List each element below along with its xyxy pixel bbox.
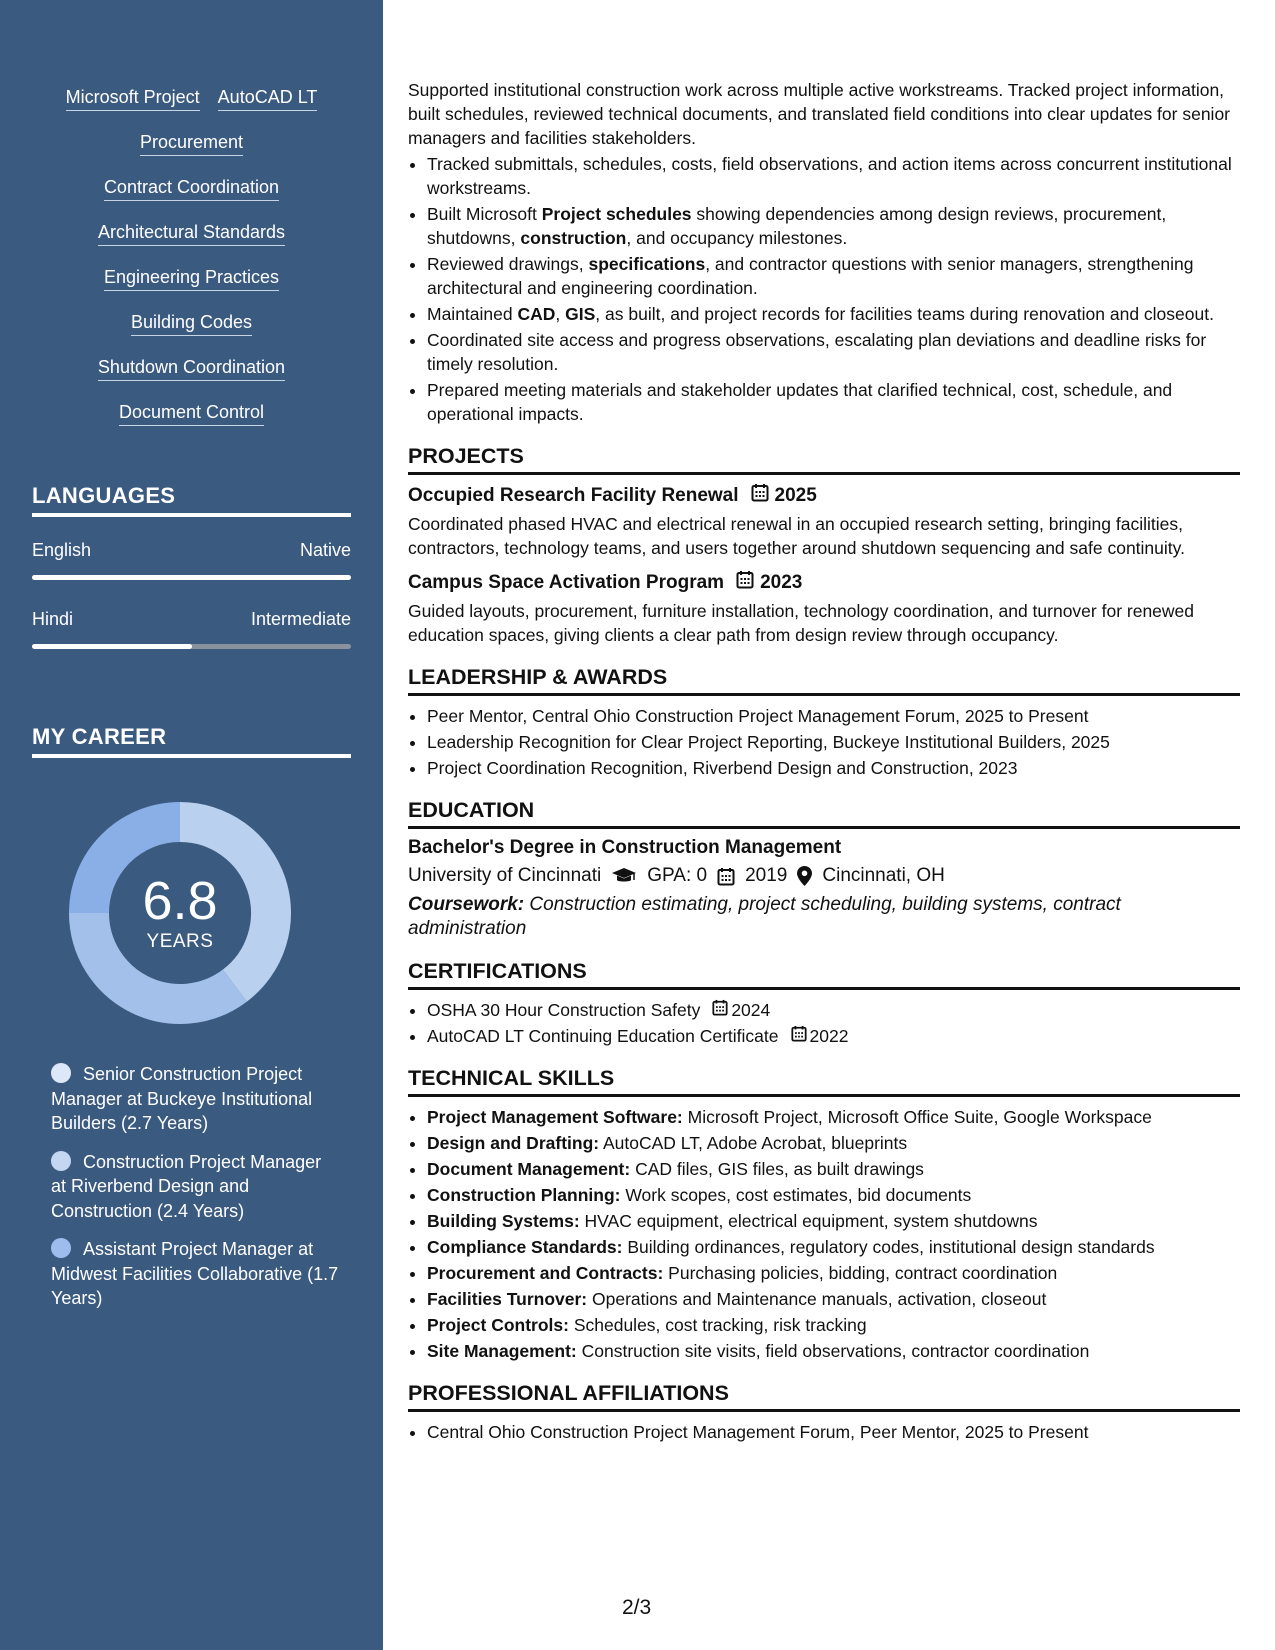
calendar-icon: [717, 867, 735, 886]
technical-skill-item: [427, 1105, 1240, 1129]
language-name: English: [32, 540, 92, 560]
career-donut: [67, 800, 293, 1026]
project-title-row: [408, 483, 1240, 508]
calendar-icon: [791, 1024, 807, 1048]
project: [408, 570, 1240, 647]
career-unit: YEARS: [146, 931, 214, 952]
education-location: Cincinnati, OH: [822, 865, 945, 886]
calendar-icon: [736, 570, 754, 595]
technical-skill-item: [427, 1209, 1240, 1233]
skill-value: Schedules, cost tracking, risk tracking: [568, 1315, 867, 1335]
language-hindi: [32, 609, 351, 649]
skill-tag: Document Control: [119, 401, 264, 426]
education-school: University of Cincinnati: [408, 865, 602, 886]
project-title: Occupied Research Facility Renewal: [408, 484, 739, 506]
skill-value: Microsoft Project, Microsoft Office Suite, Google Workspace: [682, 1107, 1152, 1127]
skill-label: Design and Drafting:: [427, 1133, 600, 1153]
technical-skill-item: [427, 1157, 1240, 1181]
main-content: [408, 78, 1240, 1446]
language-name: Hindi: [32, 609, 74, 629]
project-desc: Guided layouts, procurement, furniture installation, technology coordination, and turnover for renewed education spaces, giving clients a clear path from design review through occupancy.: [408, 601, 1195, 645]
skill-row: [20, 266, 363, 311]
calendar-icon: [751, 483, 769, 508]
skill-value: Purchasing policies, bidding, contract coordination: [663, 1263, 1058, 1283]
bullet-text: Reviewed drawings,: [427, 254, 589, 274]
technical-skills-heading: TECHNICAL SKILLS: [408, 1066, 1240, 1097]
bullet-bold: CAD: [517, 304, 556, 324]
leadership-item: • Peer Mentor, Central Ohio Construction Project Management Forum, 2025 to Present: [427, 704, 1240, 728]
skill-value: CAD files, GIS files, as built drawings: [630, 1159, 924, 1179]
language-level: Native: [299, 540, 351, 560]
career-dot: [51, 1063, 71, 1083]
certification-year: 2022: [809, 1026, 849, 1046]
project-year: 2025: [774, 484, 817, 506]
bullet-bold: Project schedules: [541, 204, 692, 224]
map-pin-icon: [797, 866, 812, 886]
education-year: 2019: [745, 865, 788, 886]
summary: Supported institutional construction work across multiple active workstreams. Tracked project information, built schedules, reviewed technical documents, and translated field conditions into clear updates for senior managers and facilities stakeholders.: [408, 80, 1231, 148]
education-degree: Bachelor's Degree in Construction Management: [408, 837, 842, 858]
bullet-text: , as built, and project records for facilities teams during renovation and closeout.: [595, 304, 1214, 324]
bullet-text: Maintained: [427, 304, 518, 324]
technical-skills-list: [408, 1105, 1240, 1363]
skill-value: Construction site visits, field observations, contractor coordination: [576, 1341, 1090, 1361]
project: [408, 483, 1240, 560]
leadership-heading: LEADERSHIP & AWARDS: [408, 665, 1240, 696]
bullet-text: Built Microsoft: [427, 204, 542, 224]
education-coursework: [408, 893, 1240, 941]
calendar-icon: [712, 998, 728, 1022]
bullet: [427, 202, 1240, 250]
bullet-bold: construction: [520, 228, 627, 248]
projects-heading: PROJECTS: [408, 444, 1240, 475]
skill-label: Building Systems:: [427, 1211, 580, 1231]
language-bar: [32, 644, 351, 649]
leadership-list: [408, 704, 1240, 780]
skill-row: [20, 356, 363, 401]
technical-skill-item: [427, 1183, 1240, 1207]
skill-value: AutoCAD LT, Adobe Acrobat, blueprints: [599, 1133, 908, 1153]
bullet: [427, 152, 1240, 200]
skill-label: Compliance Standards:: [427, 1237, 623, 1257]
skill-tag: Procurement: [140, 131, 243, 156]
language-bar-fill: [32, 575, 351, 580]
bullet-text: , and contractor questions with senior managers, strengthening architectural and engineering coordination.: [427, 254, 1194, 298]
bullet-bold: specifications: [588, 254, 706, 274]
skill-tag: Architectural Standards: [98, 221, 285, 246]
skill-value: Work scopes, cost estimates, bid documents: [620, 1185, 972, 1205]
skills-list: [20, 86, 363, 446]
technical-skill-item: [427, 1313, 1240, 1337]
bullet: [427, 252, 1240, 300]
skill-tag: Engineering Practices: [104, 266, 279, 291]
skill-label: Site Management:: [427, 1341, 577, 1361]
technical-skill-item: [427, 1261, 1240, 1285]
project-title-row: [408, 570, 1240, 595]
certification-year: 2024: [731, 1000, 771, 1020]
career-dot: [51, 1238, 71, 1258]
bullet: [427, 328, 1240, 376]
career-item: [51, 1237, 341, 1311]
career-heading: MY CAREER: [32, 724, 351, 758]
career-item: [51, 1062, 341, 1136]
experience-bullets: [408, 152, 1240, 426]
technical-skill-item: [427, 1235, 1240, 1259]
coursework-text: Construction estimating, project scheduling, building systems, contract administration: [408, 894, 1121, 939]
project-year: 2023: [760, 571, 803, 593]
skill-value: Building ordinances, regulatory codes, institutional design standards: [622, 1237, 1155, 1257]
career-item: [51, 1150, 341, 1224]
technical-skill-item: [427, 1131, 1240, 1155]
leadership-item: • Leadership Recognition for Clear Project Reporting, Buckeye Institutional Builders, 2025: [427, 730, 1240, 754]
language-level: Intermediate: [250, 609, 351, 629]
career-dot: [51, 1151, 71, 1171]
skill-label: Project Management Software:: [427, 1107, 683, 1127]
affiliations-list: [408, 1420, 1240, 1444]
education-gpa: GPA: 0: [647, 865, 708, 886]
career-text: Senior Construction Project Manager at Buckeye Institutional Builders (2.7 Years): [51, 1064, 313, 1133]
career-text: Construction Project Manager at Riverbend Design and Construction (2.4 Years): [51, 1151, 322, 1221]
languages-heading: LANGUAGES: [32, 483, 351, 517]
technical-skill-item: [427, 1287, 1240, 1311]
skill-label: Project Controls:: [427, 1315, 569, 1335]
career-total: 6.8: [142, 871, 218, 931]
skill-row: [20, 401, 363, 446]
skill-label: Facilities Turnover:: [427, 1289, 588, 1309]
bullet-bold: GIS: [565, 304, 596, 324]
skill-row: [20, 311, 363, 356]
skill-label: Procurement and Contracts:: [427, 1263, 664, 1283]
language-bar: [32, 575, 351, 580]
coursework-label: Coursework:: [408, 894, 525, 915]
skill-tag: Microsoft Project: [66, 86, 200, 111]
language-bar-fill: [32, 644, 192, 649]
certification-name: • OSHA 30 Hour Construction Safety: [427, 1000, 701, 1020]
career-text: Assistant Project Manager at Midwest Facilities Collaborative (1.7 Years): [51, 1239, 339, 1308]
project-title: Campus Space Activation Program: [408, 571, 725, 593]
bullet-text: ,: [555, 304, 566, 324]
bullet-text: showing dependencies among design reviews, procurement, shutdowns,: [427, 204, 1167, 248]
skill-row: [20, 86, 363, 131]
skill-tag: Shutdown Coordination: [98, 356, 285, 381]
donut-center: [67, 800, 293, 1026]
leadership-item: • Project Coordination Recognition, Riverbend Design and Construction, 2023: [427, 756, 1240, 780]
skill-label: Document Management:: [427, 1159, 631, 1179]
skill-value: HVAC equipment, electrical equipment, system shutdowns: [579, 1211, 1038, 1231]
affiliations-heading: PROFESSIONAL AFFILIATIONS: [408, 1381, 1240, 1412]
bullet-text: Prepared meeting materials and stakeholder updates that clarified technical, cost, schedule, and operational impacts.: [427, 380, 1173, 424]
education-heading: EDUCATION: [408, 798, 1240, 829]
certification-item: [427, 998, 1240, 1022]
bullet-text: , and occupancy milestones.: [626, 228, 848, 248]
bullet-text: Tracked submittals, schedules, costs, field observations, and action items across concurrent institutional workstreams.: [427, 154, 1232, 198]
sidebar: [0, 0, 383, 1650]
career-list: [51, 1062, 341, 1325]
graduation-cap-icon: [611, 867, 637, 885]
skill-label: Construction Planning:: [427, 1185, 621, 1205]
certifications-list: [408, 998, 1240, 1048]
bullet-text: Coordinated site access and progress observations, escalating plan deviations and deadline risks for timely resolution.: [427, 330, 1207, 374]
bullet: [427, 302, 1240, 326]
certifications-heading: CERTIFICATIONS: [408, 959, 1240, 990]
skill-tag: Contract Coordination: [104, 176, 279, 201]
education-details: [408, 865, 1240, 887]
affiliation-item: • Central Ohio Construction Project Management Forum, Peer Mentor, 2025 to Present: [427, 1420, 1240, 1444]
skill-value: Operations and Maintenance manuals, activation, closeout: [587, 1289, 1047, 1309]
skill-row: [20, 131, 363, 176]
skill-tag: AutoCAD LT: [218, 86, 318, 111]
technical-skill-item: [427, 1339, 1240, 1363]
skill-row: [20, 176, 363, 221]
project-desc: Coordinated phased HVAC and electrical renewal in an occupied research setting, bringing facilities, contractors, technology teams, and users together around shutdown sequencing and safe continuity.: [408, 514, 1185, 558]
certification-name: • AutoCAD LT Continuing Education Certificate: [427, 1026, 779, 1046]
language-english: [32, 540, 351, 580]
bullet: [427, 378, 1240, 426]
skill-row: [20, 221, 363, 266]
certification-item: [427, 1024, 1240, 1048]
page-number: 2/3: [622, 1596, 652, 1619]
skill-tag: Building Codes: [131, 311, 252, 336]
